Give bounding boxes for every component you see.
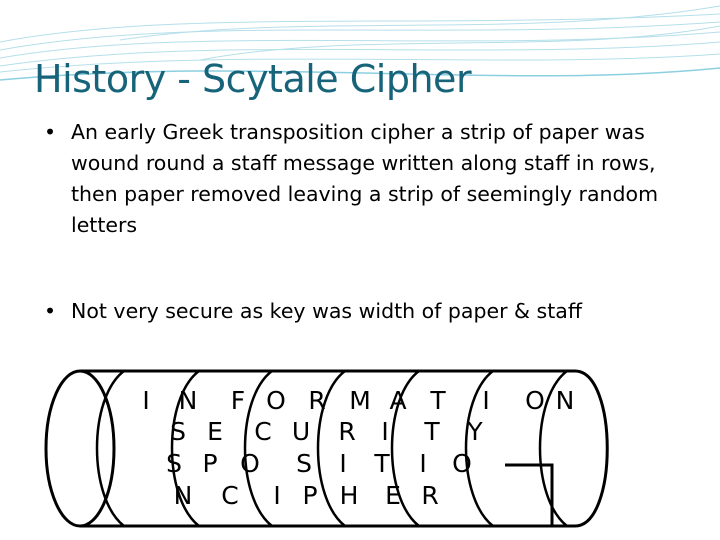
cipher-letter: I: [482, 386, 490, 415]
cipher-letter: O: [240, 449, 260, 478]
cipher-letter: U: [291, 417, 311, 446]
cipher-letter: I: [419, 449, 427, 478]
cipher-letter: O: [452, 449, 472, 478]
cipher-letter: N: [555, 386, 575, 415]
cipher-letter: H: [339, 481, 359, 510]
cipher-letter: R: [308, 386, 326, 415]
bullet-text: Not very secure as key was width of paper & staff: [71, 299, 582, 323]
cipher-letter: N: [173, 481, 193, 510]
cipher-letter: A: [389, 386, 407, 415]
bullet-item: [44, 117, 684, 241]
cipher-letter: S: [166, 449, 182, 478]
cipher-letter: I: [142, 386, 150, 415]
cipher-letter: Y: [467, 417, 483, 446]
cipher-letter: T: [374, 449, 390, 478]
staff-right-end: [575, 371, 607, 526]
cipher-letter: E: [207, 417, 223, 446]
cipher-letter: O: [266, 386, 286, 415]
cipher-letter: T: [430, 386, 446, 415]
cipher-letter: E: [385, 481, 401, 510]
cipher-letter: R: [421, 481, 439, 510]
scytale-diagram: [0, 360, 720, 540]
cipher-letter: I: [381, 417, 389, 446]
cipher-letter: P: [202, 449, 218, 478]
cipher-letter: T: [424, 417, 440, 446]
staff-left-end: [46, 371, 114, 526]
bullet-dot: •: [44, 120, 57, 144]
bullet-item: [44, 296, 684, 327]
cipher-letter: P: [302, 481, 318, 510]
cipher-letter: C: [221, 481, 239, 510]
cipher-letter: C: [254, 417, 272, 446]
cipher-letters: [142, 386, 574, 510]
bullet-text: An early Greek transposition cipher a strip of paper was wound round a staff message written along staff in rows, then paper removed leaving a strip of seemingly random letters: [71, 120, 659, 237]
cipher-letter: N: [178, 386, 198, 415]
cipher-letter: S: [170, 417, 186, 446]
strip-tail: [505, 465, 552, 526]
cipher-letter: I: [339, 449, 347, 478]
cipher-letter: O: [525, 386, 545, 415]
bullet-dot: •: [44, 299, 57, 323]
cipher-letter: M: [349, 386, 371, 415]
cipher-letter: R: [338, 417, 356, 446]
cipher-letter: I: [273, 481, 281, 510]
slide-title: History - Scytale Cipher: [34, 57, 472, 101]
cipher-letter: S: [296, 449, 312, 478]
cipher-letter: F: [230, 386, 246, 415]
